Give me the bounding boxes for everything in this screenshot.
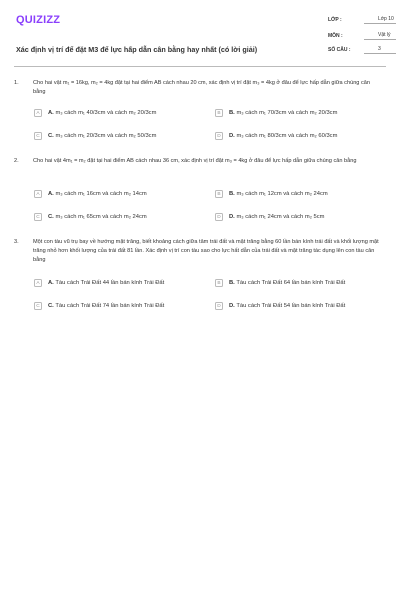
option-prefix: D. bbox=[229, 303, 235, 309]
option-prefix: D. bbox=[229, 214, 235, 220]
option-2c[interactable] bbox=[34, 213, 147, 221]
option-prefix: B. bbox=[229, 280, 235, 286]
option-prefix: A. bbox=[48, 280, 54, 286]
option-letter-box: C bbox=[34, 132, 42, 140]
question-count-value: 3 bbox=[364, 46, 396, 54]
question-number: 1. bbox=[14, 80, 19, 86]
option-letter-box: D bbox=[215, 302, 223, 310]
option-letter-box: A bbox=[34, 190, 42, 198]
option-text: m₃ cách m₁ 12cm và cách m₂ 24cm bbox=[236, 191, 328, 197]
question-stem: Cho hai vật 4m₁ = m₂ đặt tại hai điểm AB cách nhau 36 cm, xác định vị trí đặt m₃ = 4kg ở đâu để lực hấp dẫn giữa chúng cân bằng bbox=[33, 158, 357, 164]
question-number: 2. bbox=[14, 158, 19, 164]
header-divider bbox=[14, 66, 386, 67]
option-text: m₃ cách m₁ 80/3cm và cách m₂ 60/3cm bbox=[236, 133, 338, 139]
option-text: Tàu cách Trái Đất 54 lần bán kính Trái Đất bbox=[236, 303, 346, 309]
option-text: m₃ cách m₁ 20/3cm và cách m₂ 50/3cm bbox=[55, 133, 157, 139]
option-prefix: D. bbox=[229, 133, 235, 139]
option-prefix: B. bbox=[229, 191, 235, 197]
option-prefix: B. bbox=[229, 110, 235, 116]
option-prefix: C. bbox=[48, 133, 54, 139]
question-stem: Một con tàu vũ trụ bay về hướng mặt trăng, biết khoảng cách giữa tâm trái đất và mặt trăng bằng 60 lần bán kính trái đất và khối lượng mặt trăng nhỏ hơn khối lượng của trái đất 81 lần. Xác định vị trí con tàu sao cho lực hất dẫn của trái đất và mặt trăng tác dụng lên con tàu cân bằng bbox=[33, 239, 379, 263]
option-prefix: C. bbox=[48, 214, 54, 220]
option-prefix: C. bbox=[48, 303, 54, 309]
option-1b[interactable] bbox=[215, 109, 337, 117]
subject-label: MÔN : bbox=[328, 33, 343, 39]
question-count-label: SỐ CÂU : bbox=[328, 47, 351, 53]
option-prefix: A. bbox=[48, 110, 54, 116]
option-1a[interactable] bbox=[34, 109, 156, 117]
option-text: Tàu cách Trái Đất 44 lần bán kính Trái Đất bbox=[55, 280, 165, 286]
question-number: 3. bbox=[14, 239, 19, 245]
class-label: LỚP : bbox=[328, 17, 342, 23]
worksheet-title: Xác định vị trí để đặt M3 để lực hấp dẫn cân bằng hay nhất (có lời giải) bbox=[16, 45, 258, 54]
option-letter-box: B bbox=[215, 190, 223, 198]
option-2d[interactable] bbox=[215, 213, 325, 221]
option-prefix: A. bbox=[48, 191, 54, 197]
option-text: m₃ cách m₁ 40/3cm và cách m₂ 20/3cm bbox=[55, 110, 157, 116]
option-3d[interactable] bbox=[215, 302, 345, 310]
option-text: m₃ cách m₁ 65cm và cách m₂ 24cm bbox=[55, 214, 147, 220]
option-1d[interactable] bbox=[215, 132, 337, 140]
option-2b[interactable] bbox=[215, 190, 328, 198]
option-letter-box: B bbox=[215, 109, 223, 117]
option-letter-box: C bbox=[34, 302, 42, 310]
option-1c[interactable] bbox=[34, 132, 156, 140]
option-3c[interactable] bbox=[34, 302, 164, 310]
option-letter-box: A bbox=[34, 279, 42, 287]
subject-value: Vật lý bbox=[364, 32, 396, 40]
option-letter-box: D bbox=[215, 132, 223, 140]
question-stem: Cho hai vật m₁ = 16kg, m₂ = 4kg đặt tại hai điểm AB cách nhau 20 cm, xác định vị trí đặt m₃ = 4kg ở đâu để lực hấp dẫn giữa chúng cân bằng bbox=[33, 80, 370, 95]
option-letter-box: A bbox=[34, 109, 42, 117]
option-letter-box: D bbox=[215, 213, 223, 221]
option-text: Tàu cách Trái Đất 64 lần bán kính Trái Đất bbox=[236, 280, 346, 286]
option-text: Tàu cách Trái Đất 74 lần bán kính Trái Đất bbox=[55, 303, 165, 309]
worksheet-header bbox=[14, 12, 394, 66]
quizizz-logo: QUIZIZZ bbox=[16, 14, 61, 26]
option-text: m₃ cách m₁ 16cm và cách m₂ 14cm bbox=[55, 191, 147, 197]
option-3a[interactable] bbox=[34, 279, 164, 287]
option-letter-box: B bbox=[215, 279, 223, 287]
option-2a[interactable] bbox=[34, 190, 147, 198]
option-letter-box: C bbox=[34, 213, 42, 221]
option-text: m₃ cách m₁ 70/3cm và cách m₂ 20/3cm bbox=[236, 110, 338, 116]
class-value: Lớp 10 bbox=[364, 16, 396, 24]
option-3b[interactable] bbox=[215, 279, 345, 287]
option-text: m₃ cách m₁ 24cm và cách m₂ 5cm bbox=[236, 214, 325, 220]
